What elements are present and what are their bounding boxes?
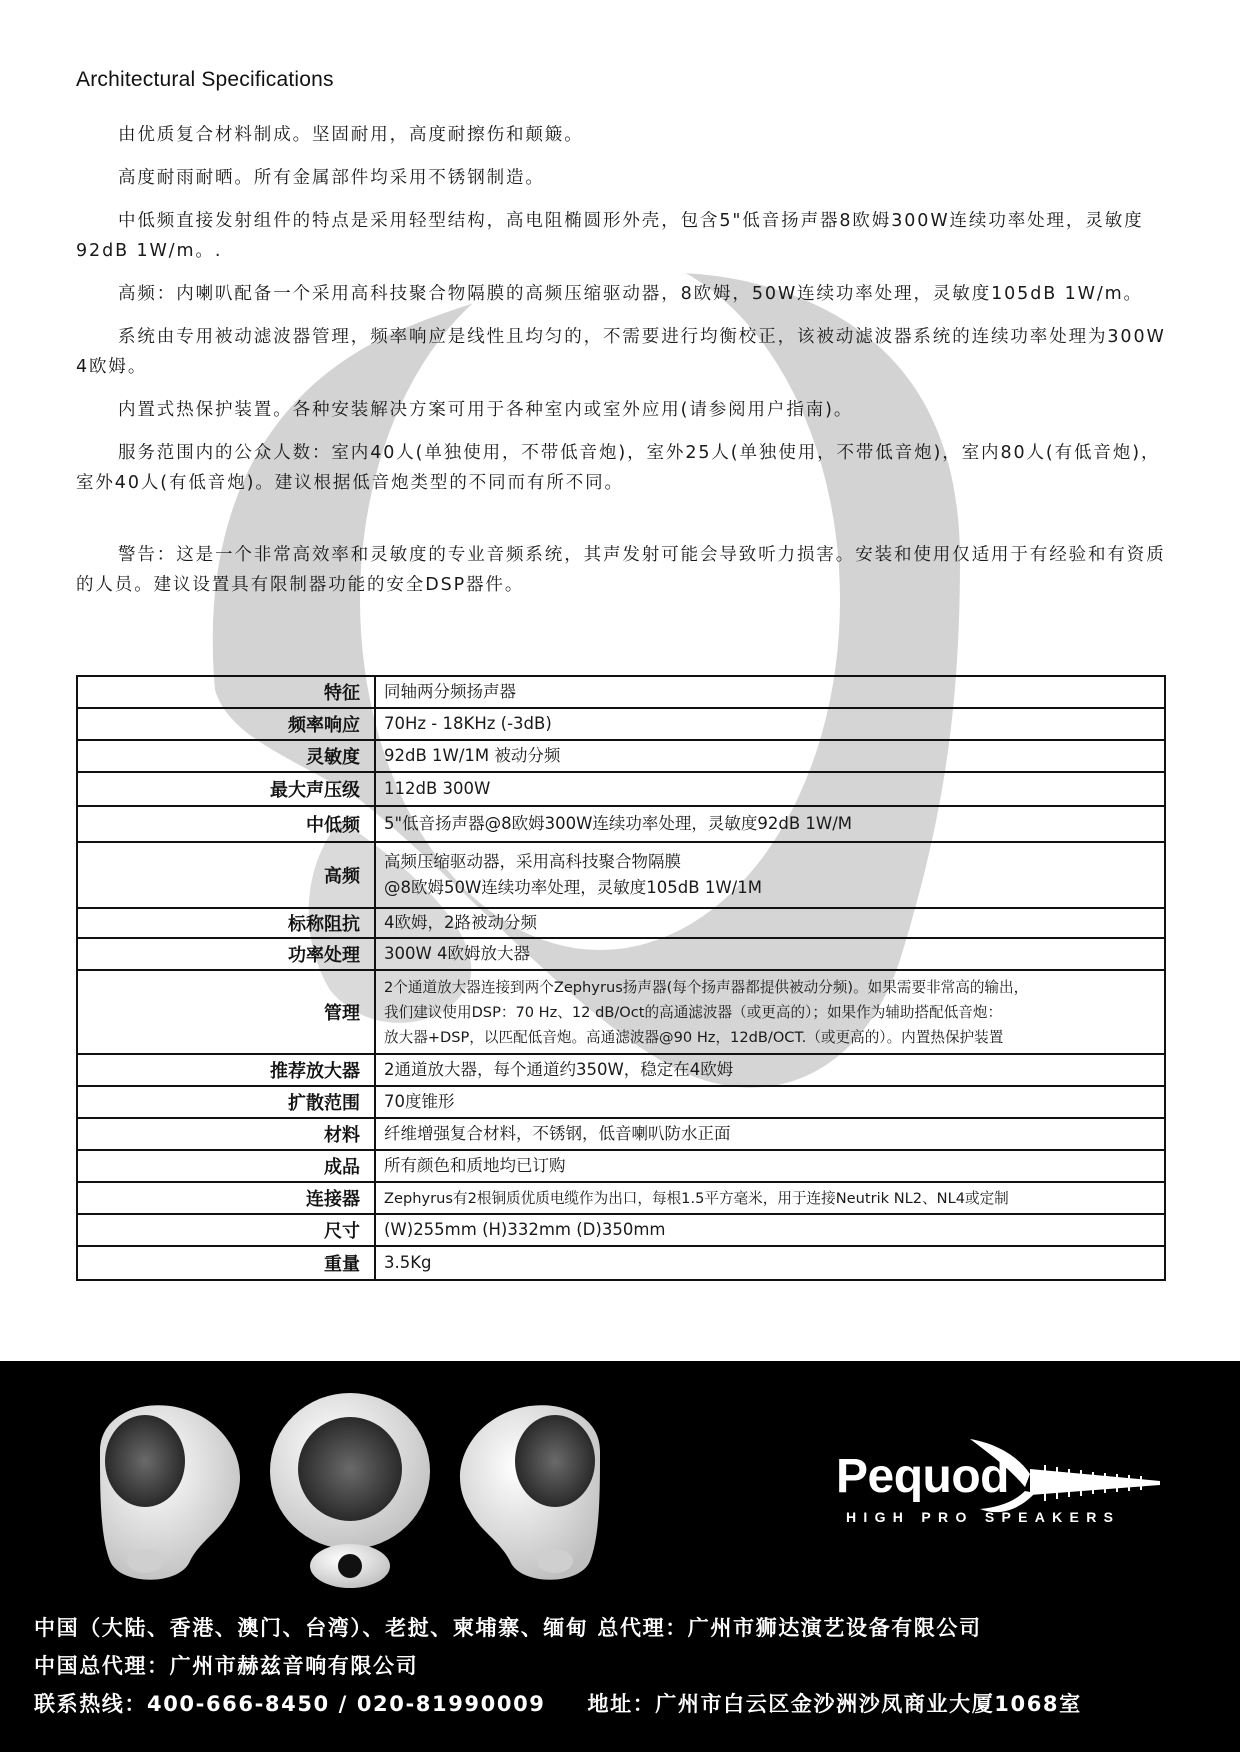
spec-value: 3.5Kg <box>375 1246 1165 1280</box>
spec-value: 高频压缩驱动器，采用高科技聚合物隔膜 @8欧姆50W连续功率处理，灵敏度105dB 1W/1M <box>375 842 1165 908</box>
spec-label: 尺寸 <box>77 1214 375 1246</box>
spec-value: 70Hz - 18KHz (-3dB) <box>375 708 1165 740</box>
speaker-front-view <box>270 1393 430 1588</box>
spec-label: 连接器 <box>77 1182 375 1214</box>
hotline-text: 联系热线：400-666-8450 / 020-81990009 <box>34 1692 546 1716</box>
spec-label: 特征 <box>77 676 375 708</box>
spec-value: 2个通道放大器连接到两个Zephyrus扬声器(每个扬声器都提供被动分频)。如果需要非常高的输出， 我们建议使用DSP：70 Hz、12 dB/Oct的高通滤波器（或更高的）；如果作为辅助搭配低音炮： 放大器+DSP，以匹配低音炮。高通滤波器@90 Hz，12dB/OCT.（或更高的）。内置热保护装置 <box>375 970 1165 1054</box>
speaker-left-view <box>100 1405 240 1579</box>
address-text: 地址：广州市白云区金沙洲沙凤商业大厦1068室 <box>587 1692 1082 1716</box>
spec-value: 纤维增强复合材料，不锈钢，低音喇叭防水正面 <box>375 1118 1165 1150</box>
spec-table <box>76 675 1166 1281</box>
logo-wordmark: Pequod <box>836 1450 1009 1503</box>
spec-row-frequency <box>77 708 1165 740</box>
spec-value: 70度锥形 <box>375 1086 1165 1118</box>
spec-label: 频率响应 <box>77 708 375 740</box>
china-agent-line: 中国总代理：广州市赫兹音响有限公司 <box>34 1654 419 1678</box>
spec-label: 灵敏度 <box>77 740 375 772</box>
paragraph-high: 高频：内喇叭配备一个采用高科技聚合物隔膜的高频压缩驱动器，8欧姆，50W连续功率处理，灵敏度105dB 1W/m。 <box>118 284 1143 304</box>
contact-line <box>34 1685 1214 1723</box>
spec-row-sensitivity <box>77 740 1165 772</box>
spec-row-management <box>77 970 1165 1054</box>
spec-row-finish <box>77 1150 1165 1182</box>
speaker-right-view <box>460 1405 600 1579</box>
description-paragraphs <box>76 120 1166 613</box>
spec-row-impedance <box>77 908 1165 938</box>
spec-label: 扩散范围 <box>77 1086 375 1118</box>
spec-value: 92dB 1W/1M 被动分频 <box>375 740 1165 772</box>
spec-value: 2通道放大器，每个通道约350W，稳定在4欧姆 <box>375 1054 1165 1086</box>
spec-label: 重量 <box>77 1246 375 1280</box>
footer <box>0 1361 1240 1752</box>
paragraph-audience: 服务范围内的公众人数：室内40人(单独使用，不带低音炮)，室外25人(单独使用，不带低音炮)，室内80人(有低音炮)，室外40人(有低音炮)。建议根据低音炮类型的不同而有所不同。 <box>76 443 1161 493</box>
spec-row-amplifier <box>77 1054 1165 1086</box>
spec-value: 5"低音扬声器@8欧姆300W连续功率处理，灵敏度92dB 1W/M <box>375 806 1165 842</box>
spec-label: 高频 <box>77 842 375 908</box>
spec-value: Zephyrus有2根铜质优质电缆作为出口，每根1.5平方毫米，用于连接Neutrik NL2、NL4或定制 <box>375 1182 1165 1214</box>
spec-row-power <box>77 938 1165 970</box>
spec-label: 标称阻抗 <box>77 908 375 938</box>
spec-label: 最大声压级 <box>77 772 375 806</box>
paragraph-protection: 内置式热保护装置。各种安装解决方案可用于各种室内或室外应用(请参阅用户指南)。 <box>118 400 854 420</box>
spec-label: 推荐放大器 <box>77 1054 375 1086</box>
spec-row-material <box>77 1118 1165 1150</box>
spec-row-dispersion <box>77 1086 1165 1118</box>
document-title: Architectural Specifications <box>76 68 334 91</box>
pequod-logo <box>830 1429 1170 1539</box>
spec-label: 成品 <box>77 1150 375 1182</box>
spec-value: 4欧姆，2路被动分频 <box>375 908 1165 938</box>
spec-row-high <box>77 842 1165 908</box>
contact-info <box>34 1609 1214 1723</box>
paragraph-weather: 高度耐雨耐晒。所有金属部件均采用不锈钢制造。 <box>118 168 545 188</box>
spec-label: 材料 <box>77 1118 375 1150</box>
logo-tagline: HIGH PRO SPEAKERS <box>846 1509 1121 1525</box>
spec-row-feature <box>77 676 1165 708</box>
paragraph-midlow: 中低频直接发射组件的特点是采用轻型结构，高电阻椭圆形外壳，包含5"低音扬声器8欧姆300W连续功率处理，灵敏度92dB 1W/m。. <box>76 211 1144 261</box>
paragraph-material: 由优质复合材料制成。坚固耐用，高度耐擦伤和颠簸。 <box>118 125 584 145</box>
spec-value: 所有颜色和质地均已订购 <box>375 1150 1165 1182</box>
paragraph-filter: 系统由专用被动滤波器管理，频率响应是线性且均匀的，不需要进行均衡校正，该被动滤波器系统的连续功率处理为300W 4欧姆。 <box>76 327 1166 377</box>
spec-row-midlow <box>77 806 1165 842</box>
spec-row-connector <box>77 1182 1165 1214</box>
spec-row-dimensions <box>77 1214 1165 1246</box>
spec-value: 112dB 300W <box>375 772 1165 806</box>
spec-row-max-spl <box>77 772 1165 806</box>
spec-label: 管理 <box>77 970 375 1054</box>
distributor-line: 中国（大陆、香港、澳门、台湾）、老挝、柬埔寨、缅甸 总代理：广州市狮达演艺设备有限公司 <box>34 1616 982 1640</box>
speaker-product-images <box>80 1391 620 1591</box>
spec-row-weight <box>77 1246 1165 1280</box>
spec-value: 同轴两分频扬声器 <box>375 676 1165 708</box>
spec-label: 中低频 <box>77 806 375 842</box>
warning-paragraph: 警告：这是一个非常高效率和灵敏度的专业音频系统，其声发射可能会导致听力损害。安装和使用仅适用于有经验和有资质的人员。建议设置具有限制器功能的安全DSP器件。 <box>76 545 1166 595</box>
spec-label: 功率处理 <box>77 938 375 970</box>
spec-value: 300W 4欧姆放大器 <box>375 938 1165 970</box>
spec-value: (W)255mm (H)332mm (D)350mm <box>375 1214 1165 1246</box>
